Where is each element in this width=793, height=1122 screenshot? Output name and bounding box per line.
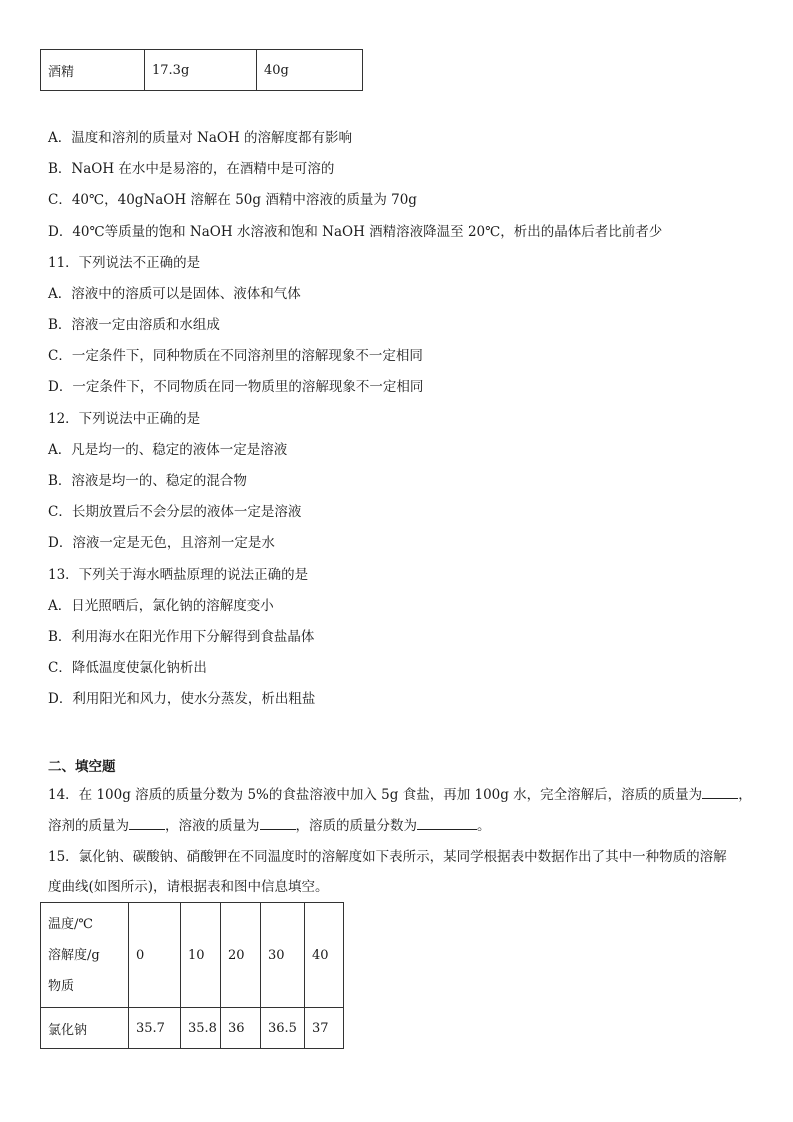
q11-stem: 11．下列说法不正确的是 <box>48 255 201 271</box>
header-label-cell <box>41 903 129 1008</box>
q14-blank-solution-mass[interactable] <box>260 816 296 830</box>
q10-option-c: C．40℃，40gNaOH 溶解在 50g 酒精中溶液的质量为 70g <box>48 192 417 208</box>
q12-option-c: C．长期放置后不会分层的液体一定是溶液 <box>48 504 302 520</box>
temp-col-10: 10 <box>181 903 221 1008</box>
q10-option-a: A．温度和溶剂的质量对 NaOH 的溶解度都有影响 <box>48 130 353 146</box>
q11-option-a: A．溶液中的溶质可以是固体、液体和气体 <box>48 286 301 302</box>
table-row <box>41 50 363 91</box>
value-cell: 35.8 <box>181 1008 221 1049</box>
value-cell-20c: 17.3g <box>145 50 257 91</box>
q11-option-b: B．溶液一定由溶质和水组成 <box>48 317 220 333</box>
q14-line2 <box>48 816 491 836</box>
q14-text-3: 溶剂的质量为 <box>48 818 129 834</box>
q15-line1: 15．氯化钠、碳酸钠、硝酸钾在不同温度时的溶解度如下表所示，某同学根据表中数据作出了其中一种物质的溶解 <box>48 849 727 865</box>
q14-text-5: ，溶质的质量分数为 <box>295 818 417 834</box>
q14-text-6: 。 <box>477 818 491 834</box>
value-cell: 35.7 <box>129 1008 181 1049</box>
q14-line1 <box>48 785 752 805</box>
q14-blank-solvent-mass[interactable] <box>129 816 165 830</box>
q13-option-b: B．利用海水在阳光作用下分解得到食盐晶体 <box>48 629 315 645</box>
q12-option-d: D．溶液一定是无色，且溶剂一定是水 <box>48 535 275 551</box>
header-label-temperature: 温度/℃ <box>48 916 93 932</box>
header-label-substance: 物质 <box>48 978 75 994</box>
value-cell: 36.5 <box>261 1008 305 1049</box>
q12-option-a: A．凡是均一的、稳定的液体一定是溶液 <box>48 442 288 458</box>
q14-text-2: ， <box>738 787 752 803</box>
q12-option-b: B．溶液是均一的、稳定的混合物 <box>48 473 247 489</box>
alcohol-row-table <box>40 49 363 91</box>
q12-stem: 12．下列说法中正确的是 <box>48 411 201 427</box>
q10-option-b: B．NaOH 在水中是易溶的，在酒精中是可溶的 <box>48 161 335 177</box>
q11-option-c: C．一定条件下，同种物质在不同溶剂里的溶解现象不一定相同 <box>48 348 423 364</box>
value-cell: 37 <box>305 1008 344 1049</box>
q13-stem: 13．下列关于海水晒盐原理的说法正确的是 <box>48 567 309 583</box>
value-cell-40c: 40g <box>257 50 363 91</box>
q15-line2: 度曲线(如图所示)，请根据表和图中信息填空。 <box>48 879 329 895</box>
solubility-table <box>40 902 344 1049</box>
q13-option-c: C．降低温度使氯化钠析出 <box>48 660 207 676</box>
temp-col-40: 40 <box>305 903 344 1008</box>
temp-col-0: 0 <box>129 903 181 1008</box>
section-heading-fill-in: 二、填空题 <box>48 759 116 775</box>
q13-option-d: D．利用阳光和风力，使水分蒸发，析出粗盐 <box>48 691 316 707</box>
q14-text-4: ，溶液的质量为 <box>165 818 260 834</box>
solvent-cell: 酒精 <box>41 50 145 91</box>
q10-option-d: D．40℃等质量的饱和 NaOH 水溶液和饱和 NaOH 酒精溶液降温至 20℃，析出的晶体后者比前者少 <box>48 224 663 240</box>
q11-option-d: D．一定条件下，不同物质在同一物质里的溶解现象不一定相同 <box>48 379 424 395</box>
temp-col-20: 20 <box>221 903 261 1008</box>
header-label-solubility: 溶解度/g <box>48 947 100 963</box>
temp-col-30: 30 <box>261 903 305 1008</box>
q14-blank-solute-mass[interactable] <box>702 785 738 799</box>
value-cell: 36 <box>221 1008 261 1049</box>
q14-text-1: 14．在 100g 溶质的质量分数为 5%的食盐溶液中加入 5g 食盐，再加 100g 水，完全溶解后，溶质的质量为 <box>48 787 703 803</box>
substance-cell: 氯化钠 <box>41 1008 129 1049</box>
q13-option-a: A．日光照晒后，氯化钠的溶解度变小 <box>48 598 274 614</box>
q14-blank-mass-fraction[interactable] <box>417 816 477 830</box>
table-row <box>41 903 344 1008</box>
table-row <box>41 1008 344 1049</box>
